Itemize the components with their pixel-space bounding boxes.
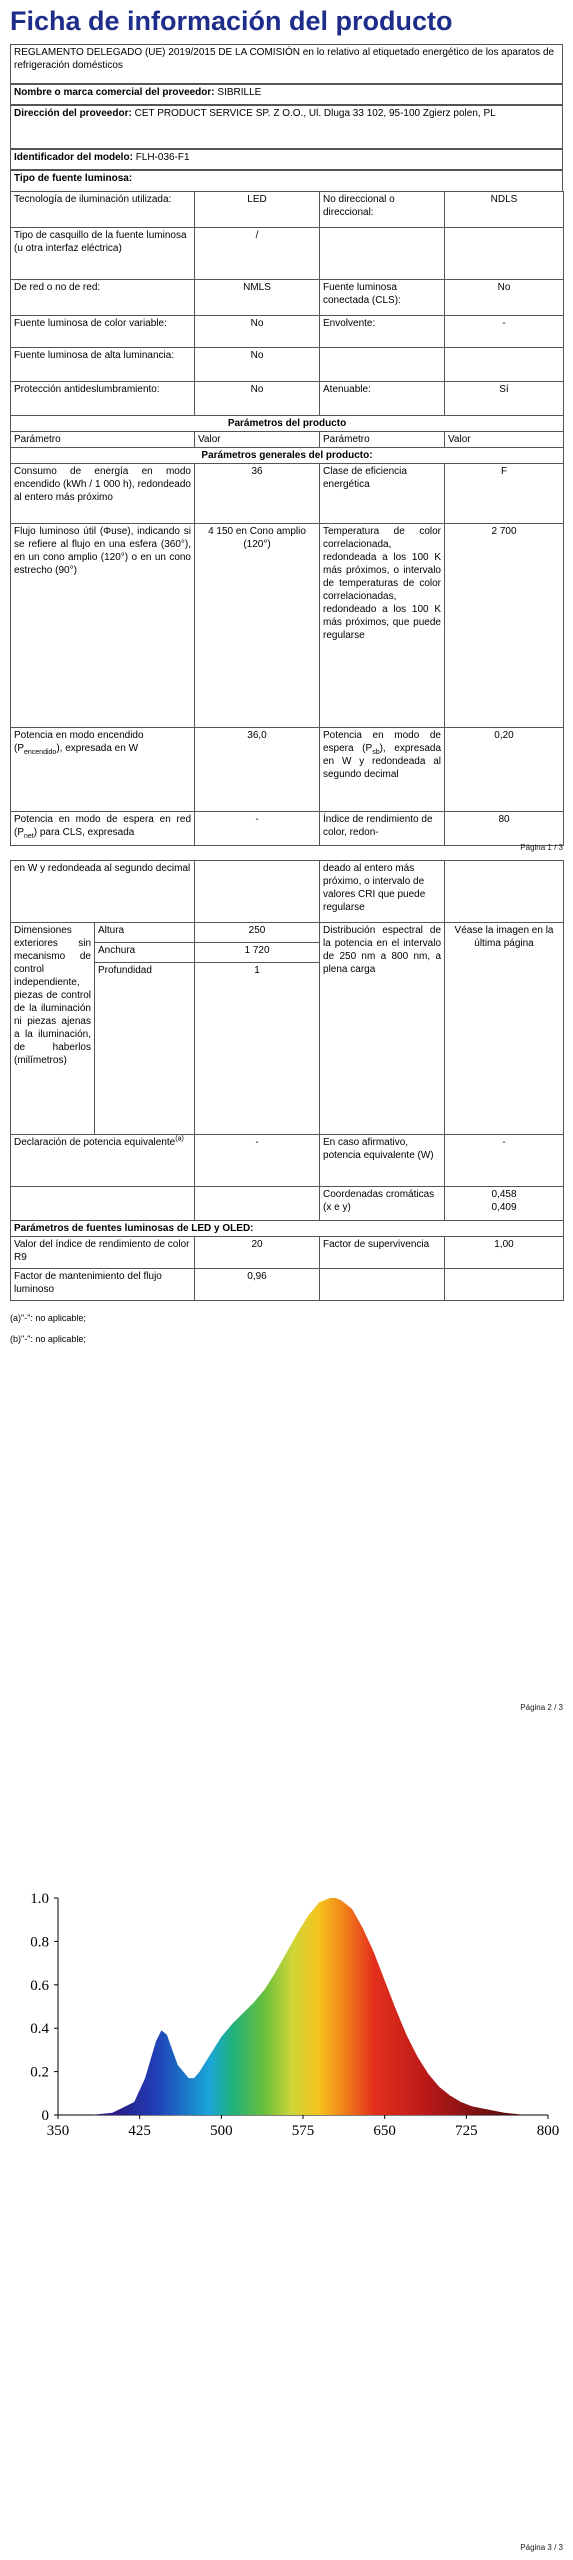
pon-sub: encendido [24, 749, 57, 756]
nondir-label: No direccional o direccional: [320, 192, 445, 228]
height-value: 250 [195, 923, 320, 943]
r9-label: Valor del índice de rendimiento de color R9 [11, 1237, 195, 1269]
envelope-value: - [445, 316, 564, 348]
table-row [11, 228, 564, 280]
brand-value: SIBRILLE [217, 87, 262, 98]
eff-class-value: F [445, 464, 564, 524]
mains-value: NMLS [195, 280, 320, 316]
regulation-text: REGLAMENTO DELEGADO (UE) 2019/2015 DE LA COMISIÓN en lo relativo al etiquetado energético de los aparatos de refrigeración domésticos [14, 47, 555, 71]
model-value: FLH-036-F1 [135, 152, 190, 163]
pnet-sub: net [24, 833, 34, 840]
pnet-label-a: Potencia en modo de espera en red (P [14, 814, 191, 838]
energy-label: Consumo de energía en modo encendido (kWh / 1 000 h), redondeado al entero más próximo [11, 464, 195, 524]
dims-label: Dimensiones exteriores sin mecanismo de control independiente, piezas de control de la iluminación ni piezas ajenas a la iluminación, de haberlos (milímetros) [11, 923, 95, 1135]
cap-label-note: (u otra interfaz eléctrica) [14, 243, 122, 254]
colour-value: No [195, 316, 320, 348]
antiglare-value: No [195, 382, 320, 416]
chroma-x: 0,458 [491, 1189, 517, 1200]
source-type-label: Tipo de fuente luminosa: [14, 173, 133, 184]
survival-label: Factor de supervivencia [320, 1237, 445, 1269]
dimmable-label: Atenuable: [320, 382, 445, 416]
table-row [11, 432, 564, 448]
pon-label [11, 728, 195, 812]
psb-label-a: Potencia en modo de espera (P [323, 730, 441, 754]
maint-label: Factor de mantenimiento del flujo luminoso [11, 1269, 195, 1301]
table-row [11, 923, 564, 943]
depth-label: Profundidad [95, 963, 195, 1135]
chroma-label: Coordenadas cromáticas (x e y) [320, 1187, 445, 1221]
document-title: Ficha de información del producto [10, 6, 453, 36]
table-row [11, 812, 564, 846]
x-tick-label: 350 [46, 2123, 70, 2139]
highlum-label: Fuente luminosa de alta luminancia: [11, 348, 195, 382]
width-label: Anchura [95, 943, 195, 963]
footnote-b: (b)"-": no aplicable; [10, 1334, 86, 1344]
table-row [11, 1221, 564, 1237]
pnet-label [11, 812, 195, 846]
col-param-2: Parámetro [320, 432, 445, 448]
pnet-label-cont: en W y redondeada al segundo decimal [11, 861, 195, 923]
x-tick-label: 800 [536, 2123, 560, 2139]
survival-value: 1,00 [445, 1237, 564, 1269]
x-tick-label: 500 [210, 2123, 233, 2139]
equiv-w-value: - [445, 1135, 564, 1187]
flux-value: 4 150 en Cono amplio (120°) [195, 524, 320, 728]
page-number-1: Página 1 / 3 [520, 843, 563, 852]
tech-label: Tecnología de iluminación utilizada: [11, 192, 195, 228]
page-2 [0, 860, 573, 1720]
table-row [11, 1187, 564, 1221]
table-row [11, 280, 564, 316]
model-row [10, 149, 563, 170]
r9-value: 20 [195, 1237, 320, 1269]
x-tick-label: 575 [291, 2123, 315, 2139]
source-type-heading [10, 170, 563, 192]
table-row [11, 1269, 564, 1301]
mains-label: De red o no de red: [11, 280, 195, 316]
led-params-title: Parámetros de fuentes luminosas de LED y OLED: [11, 1221, 564, 1237]
cls-label: Fuente luminosa conectada (CLS): [320, 280, 445, 316]
x-tick-label: 425 [128, 2123, 151, 2139]
pon-value: 36,0 [195, 728, 320, 812]
y-tick-label: 0.2 [30, 2064, 49, 2081]
spd-value: Véase la imagen en la última página [445, 923, 564, 1135]
dimmable-value: Sí [445, 382, 564, 416]
colour-label: Fuente luminosa de color variable: [11, 316, 195, 348]
pon-label-b: ), expresada en W [56, 743, 139, 754]
psb-sub: sb [372, 749, 380, 756]
antiglare-label: Protección antideslumbramiento: [11, 382, 195, 416]
cri-label: Índice de rendimiento de color, redon- [320, 812, 445, 846]
table-row [11, 861, 564, 923]
table-row [11, 1237, 564, 1269]
equiv-label [11, 1135, 195, 1187]
page-1 [0, 0, 573, 860]
cct-value: 2 700 [445, 524, 564, 728]
col-value-2: Valor [445, 432, 564, 448]
regulation-box [10, 44, 563, 84]
highlum-value: No [195, 348, 320, 382]
psb-label [320, 728, 445, 812]
y-tick-label: 0.4 [30, 2021, 49, 2038]
address-value: CET PRODUCT SERVICE SP. Z O.O., Ul. Dluga 33 102, 95-100 Zgierz polen, PL [134, 108, 496, 119]
table-row [11, 1135, 564, 1187]
params-table-continued [10, 860, 564, 1301]
equiv-value: - [195, 1135, 320, 1187]
psb-label-b: ), expresada en W y redondeada al segundo decimal [323, 743, 441, 780]
equiv-label-text: Declaración de potencia equivalente [14, 1137, 176, 1148]
spectrum-area [91, 1898, 527, 2115]
tech-value: LED [195, 192, 320, 228]
address-row [10, 105, 563, 149]
address-label: Dirección del proveedor: [14, 108, 132, 119]
page-number-2: Página 2 / 3 [520, 1703, 563, 1712]
table-row [11, 416, 564, 432]
nondir-value: NDLS [445, 192, 564, 228]
page-3 [0, 1720, 573, 2560]
model-label: Identificador del modelo: [14, 152, 133, 163]
cls-value: No [445, 280, 564, 316]
y-tick-label: 1.0 [30, 1891, 49, 1907]
flux-label: Flujo luminoso útil (Φuse), indicando si se refiere al flujo en una esfera (360°), en un cono amplio (120°) o en un cono estrecho (90°) [11, 524, 195, 728]
footnote-a: (a)"-": no aplicable; [10, 1313, 86, 1323]
spd-label: Distribución espectral de la potencia en el intervalo de 250 nm a 800 nm, a plena carga [320, 923, 445, 1135]
table-row [11, 728, 564, 812]
envelope-label: Envolvente: [320, 316, 445, 348]
spectral-power-chart [0, 1860, 573, 2140]
equiv-sup: (a) [175, 1135, 184, 1143]
depth-value: 1 [195, 963, 320, 1135]
y-tick-label: 0.8 [30, 1934, 49, 1951]
maint-value: 0,96 [195, 1269, 320, 1301]
table-row [11, 348, 564, 382]
eff-class-label: Clase de eficiencia energética [320, 464, 445, 524]
table-row [11, 448, 564, 464]
table-row [11, 316, 564, 348]
page-number-3: Página 3 / 3 [520, 2543, 563, 2552]
table-row [11, 464, 564, 524]
pnet-label-b: ) para CLS, expresada [33, 827, 135, 838]
brand-label: Nombre o marca comercial del proveedor: [14, 87, 215, 98]
x-tick-label: 725 [455, 2123, 478, 2139]
pon-label-a: Potencia en modo encendido (P [14, 730, 144, 754]
table-row [11, 382, 564, 416]
general-params-title: Parámetros generales del producto: [11, 448, 564, 464]
x-tick-label: 650 [373, 2123, 396, 2139]
psb-value: 0,20 [445, 728, 564, 812]
cap-value: / [195, 228, 320, 280]
col-value-1: Valor [195, 432, 320, 448]
y-tick-label: 0 [41, 2108, 49, 2124]
pnet-value: - [195, 812, 320, 846]
cri-label-cont: deado al entero más próximo, o intervalo de valores CRI que puede regularse [320, 861, 445, 923]
chroma-value [445, 1187, 564, 1221]
params-section-title: Parámetros del producto [11, 416, 564, 432]
width-value: 1 720 [195, 943, 320, 963]
energy-value: 36 [195, 464, 320, 524]
cct-label: Temperatura de color correlacionada, redondeada a los 100 K más próximos, o intervalo de temperaturas de color correlacionadas, redondeado a los 100 K más próximos, que puede regularse [320, 524, 445, 728]
cap-label: Tipo de casquillo de la fuente luminosa [14, 230, 187, 241]
cap-label-cell [11, 228, 195, 280]
light-source-table [10, 191, 564, 846]
brand-row [10, 84, 563, 105]
table-row [11, 192, 564, 228]
y-tick-label: 0.6 [30, 1977, 49, 1994]
col-param-1: Parámetro [11, 432, 195, 448]
chroma-y: 0,409 [491, 1202, 517, 1213]
table-row [11, 524, 564, 728]
cri-value: 80 [445, 812, 564, 846]
equiv-w-label: En caso afirmativo, potencia equivalente (W) [320, 1135, 445, 1187]
height-label: Altura [95, 923, 195, 943]
